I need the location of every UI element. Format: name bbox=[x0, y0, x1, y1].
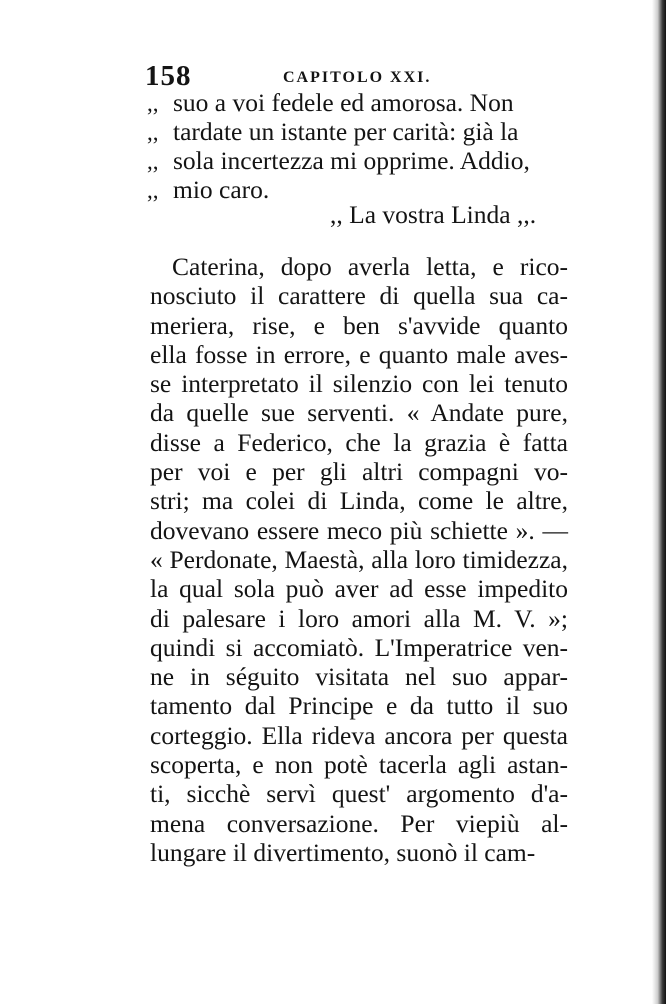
running-head: CAPITOLO XXI. bbox=[283, 69, 432, 86]
text-line: lungare il divertimento, suonò il cam- bbox=[150, 837, 536, 867]
text-line: se interpretato il silenzio con lei tenuto bbox=[150, 369, 568, 399]
quote-mark: ,, bbox=[147, 91, 159, 116]
text-line: disse a Federico, che la grazia è fatta bbox=[150, 427, 568, 457]
quote-line bbox=[147, 146, 577, 175]
quote-line bbox=[147, 88, 577, 117]
text-line: da quelle sue serventi. « Andate pure, bbox=[150, 398, 568, 428]
quote-mark: ,, bbox=[147, 178, 159, 203]
text-line: Caterina, dopo averla letta, e rico- bbox=[172, 252, 568, 281]
page-spine-shadow bbox=[652, 0, 666, 1004]
quote-mark: ,, bbox=[147, 120, 159, 145]
text-line: per voi e per gli altri compagni vo- bbox=[150, 457, 568, 487]
text-line: dovevano essere meco più schiette ». — bbox=[150, 515, 568, 545]
quote-line-text: sola incertezza mi opprime. Addio, bbox=[173, 146, 530, 175]
text-line: nosciuto il carattere di quella sua ca- bbox=[150, 281, 568, 311]
text-line: quindi si accomiatò. L'Imperatrice ven- bbox=[150, 632, 568, 662]
quote-line-text: mio caro. bbox=[173, 175, 270, 204]
text-line: la qual sola può aver ad esse impedito bbox=[150, 574, 568, 604]
text-line: ti, sicchè servì quest' argomento d'a- bbox=[150, 779, 568, 809]
quote-line bbox=[147, 117, 577, 146]
text-line: di palesare i loro amori alla M. V. »; bbox=[150, 603, 568, 633]
quoted-letter bbox=[147, 88, 577, 204]
text-line: « Perdonate, Maestà, alla loro timidezza, bbox=[150, 544, 568, 574]
quote-line-text: suo a voi fedele ed amorosa. Non bbox=[173, 88, 514, 117]
text-line: tamento dal Principe e da tutto il suo bbox=[150, 691, 568, 721]
text-line: ne in séguito visitata nel suo appar- bbox=[150, 662, 568, 692]
text-line: corteggio. Ella rideva ancora per questa bbox=[150, 720, 568, 750]
text-line: mena conversazione. Per viepiù al- bbox=[150, 808, 568, 838]
text-line: scoperta, e non potè tacerla agli astan- bbox=[150, 750, 568, 780]
body-paragraph bbox=[150, 252, 568, 867]
text-line: ella fosse in errore, e quanto male aves- bbox=[150, 339, 568, 369]
text-line: meriera, rise, e ben s'avvide quanto bbox=[150, 310, 568, 340]
text-line: stri; ma colei di Linda, come le altre, bbox=[150, 486, 568, 516]
quote-mark: ,, bbox=[147, 149, 159, 174]
letter-signature: ,, La vostra Linda ,,. bbox=[330, 200, 537, 229]
page-number: 158 bbox=[145, 60, 192, 92]
quote-line-text: tardate un istante per carità: già la bbox=[173, 117, 519, 146]
